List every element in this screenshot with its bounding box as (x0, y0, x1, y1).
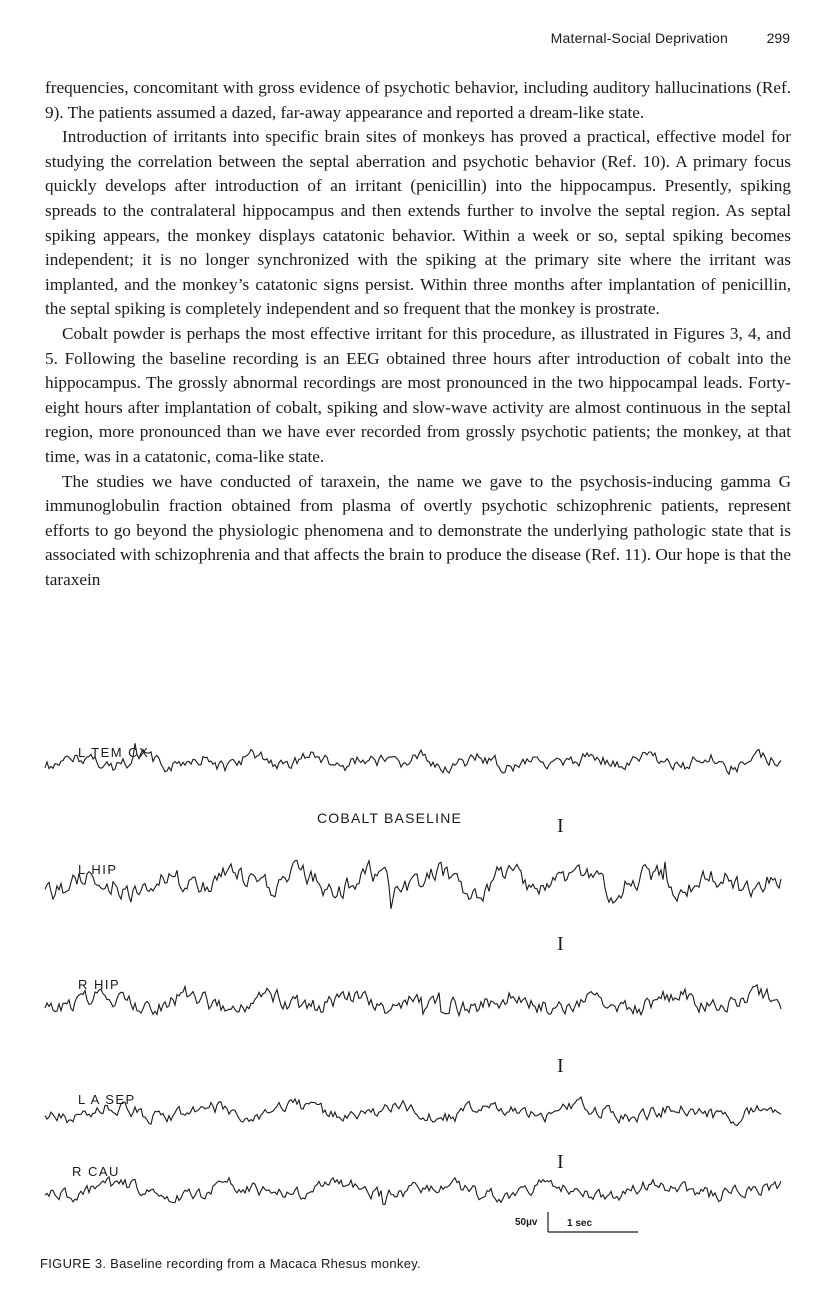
eeg-trace-r-hip (45, 985, 781, 1016)
figure-caption: FIGURE 3. Baseline recording from a Macaca Rhesus monkey. (40, 1256, 422, 1271)
calibration-mark: I (557, 1151, 564, 1173)
trace-label-r-hip: R HIP (78, 977, 121, 992)
trace-label-r-cau: R CAU (72, 1164, 120, 1179)
scale-bar (548, 1212, 638, 1232)
eeg-trace-l-hip (45, 860, 781, 908)
figure-title: COBALT BASELINE (317, 810, 463, 826)
trace-label-l-tem-cx: L TEM CX (78, 745, 150, 760)
calibration-mark: I (557, 815, 564, 837)
paragraph: Cobalt powder is perhaps the most effective irritant for this procedure, as illustrated in Figures 3, 4, and 5. Following the baseline recording is an EEG obtained three hours after introduction of cobalt into the hippocampus. The grossly abnormal recordings are most pronounced in the two hippocampal leads. Forty-eight hours after implantation of cobalt, spiking and slow-wave activity are almost continuous in the septal region, more pronounced than we have ever recorded from grossly psychotic patients; the monkey, at that time, was in a catatonic, coma-like state. (45, 323, 791, 466)
body-text (45, 76, 791, 592)
trace-label-l-hip: L HIP (78, 862, 118, 877)
paragraph: The studies we have conducted of taraxein, the name we gave to the psychosis-inducing gamma G immunoglobulin fraction obtained from plasma of overtly psychotic schizophrenic patients, represent efforts to go beyond the physiologic phenomena and to demonstrate the underlying pathologic state that is associated with schizophrenia and that affects the brain to produce the disease (Ref. 11). Our hope is that the taraxein (45, 471, 791, 589)
eeg-trace-r-cau (45, 1177, 781, 1205)
eeg-trace-l-tem-cx (45, 743, 781, 774)
running-title: Maternal-Social Deprivation (550, 30, 728, 46)
page-number: 299 (766, 30, 790, 46)
calibration-mark: I (557, 1055, 564, 1077)
scale-time-label: 1 sec (567, 1218, 593, 1229)
page-header (0, 30, 820, 50)
trace-label-l-a-sep: L A SEP (78, 1092, 136, 1107)
paragraph: Introduction of irritants into specific brain sites of monkeys has proved a practical, effective model for studying the correlation between the septal aberration and psychotic behavior (Ref. 10). A primary focus quickly develops after introduction of an irritant (penicillin) into the hippocampus. Presently, spiking spreads to the contralateral hippocampus and then extends further to involve the septal region. As septal spiking appears, the monkey displays catatonic behavior. Within a week or so, septal spiking becomes independent; it is no longer synchronized with the spiking at the primary site where the irritant was implanted, and the monkey’s catatonic signs persist. Within three months after implantation of penicillin, the septal spiking is completely independent and so frequent that the monkey is prostrate. (45, 127, 791, 319)
scale-amplitude-label: 50µv (515, 1217, 538, 1228)
paragraph: frequencies, concomitant with gross evidence of psychotic behavior, including auditory hallucinations (Ref. 9). The patients assumed a dazed, far-away appearance and reported a dream-like state. (45, 78, 791, 122)
calibration-mark: I (557, 933, 564, 955)
eeg-figure (40, 740, 790, 1240)
eeg-trace-l-a-sep (45, 1097, 781, 1126)
